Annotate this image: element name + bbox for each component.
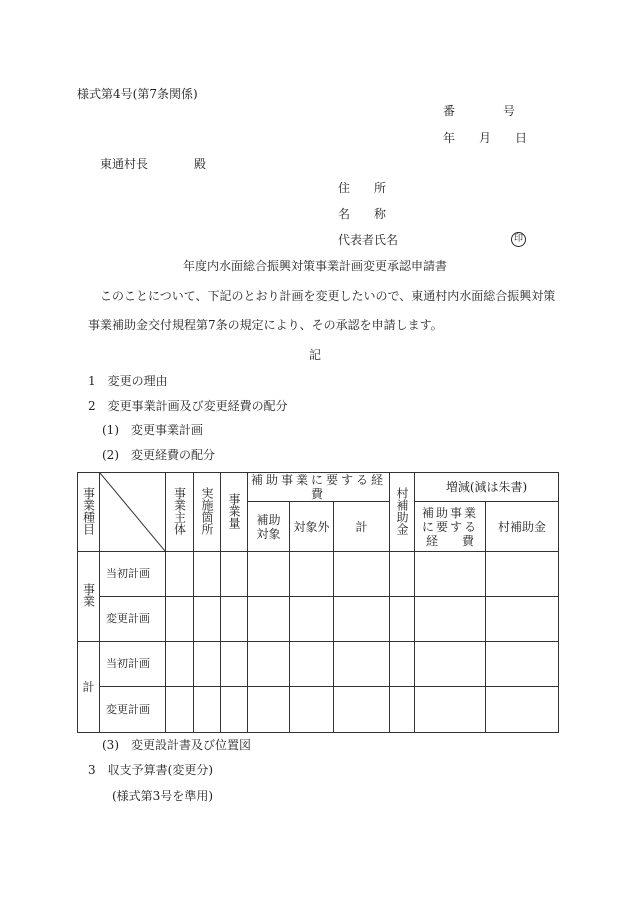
item-2-3: (3) 変更設計書及び位置図 bbox=[102, 738, 251, 752]
item-1: 1 変更の理由 bbox=[88, 374, 168, 388]
applicant-name-label: 名 称 bbox=[338, 207, 387, 221]
document-number-field: 番 号 bbox=[443, 104, 516, 118]
diagonal-line bbox=[100, 473, 165, 551]
header-non-target: 対象外 bbox=[290, 502, 334, 552]
body-line-2: 事業補助金交付規程第7条の規定により、その承認を申請します。 bbox=[88, 318, 443, 332]
seal-icon: 印 bbox=[511, 232, 526, 247]
item-3-note: (様式第3号を準用) bbox=[112, 789, 213, 803]
header-project-cost-group: 補助事業に要する経費 bbox=[248, 473, 390, 502]
header-total: 計 bbox=[334, 502, 390, 552]
addressee-name: 東通村長 bbox=[100, 157, 149, 171]
header-village-subsidy: 村補助金 bbox=[390, 473, 415, 552]
header-change-subsidy: 村補助金 bbox=[486, 502, 559, 552]
item-2-1: (1) 変更事業計画 bbox=[102, 423, 203, 437]
cost-allocation-table bbox=[77, 472, 559, 733]
item-2-2: (2) 変更経費の配分 bbox=[102, 448, 215, 462]
header-diagonal-cell bbox=[100, 473, 166, 552]
form-number: 様式第4号(第7条関係) bbox=[77, 87, 198, 101]
group-project: 事業 bbox=[78, 552, 100, 642]
header-quantity: 事業量 bbox=[221, 473, 248, 552]
applicant-representative-label: 代表者氏名 bbox=[338, 233, 399, 247]
group-total: 計 bbox=[78, 642, 100, 733]
row-label-initial-plan: 当初計画 bbox=[100, 552, 166, 597]
row-label-changed-plan: 変更計画 bbox=[100, 597, 166, 642]
ki-heading: 記 bbox=[309, 348, 322, 362]
applicant-address-label: 住 所 bbox=[338, 181, 387, 195]
item-2: 2 変更事業計画及び変更経費の配分 bbox=[88, 399, 288, 413]
header-change-cost: 補助事業 に要する 経 費 bbox=[415, 502, 486, 552]
header-project-type: 事業種目 bbox=[78, 473, 100, 552]
document-title: 年度内水面総合振興対策事業計画変更承認申請書 bbox=[183, 259, 448, 273]
header-subsidy-target: 補助対象 bbox=[248, 502, 290, 552]
row-label-total-changed-plan: 変更計画 bbox=[100, 687, 166, 733]
header-change-group: 増減(減は朱書) bbox=[415, 473, 559, 502]
header-location: 実施箇所 bbox=[194, 473, 221, 552]
row-label-total-initial-plan: 当初計画 bbox=[100, 642, 166, 687]
date-field: 年 月 日 bbox=[443, 131, 528, 145]
header-project-body: 事業主体 bbox=[166, 473, 194, 552]
addressee-honorific: 殿 bbox=[194, 157, 207, 171]
body-line-1: このことについて、下記のとおり計画を変更したいので、東通村内水面総合振興対策 bbox=[100, 289, 556, 303]
item-3: 3 収支予算書(変更分) bbox=[88, 763, 213, 777]
